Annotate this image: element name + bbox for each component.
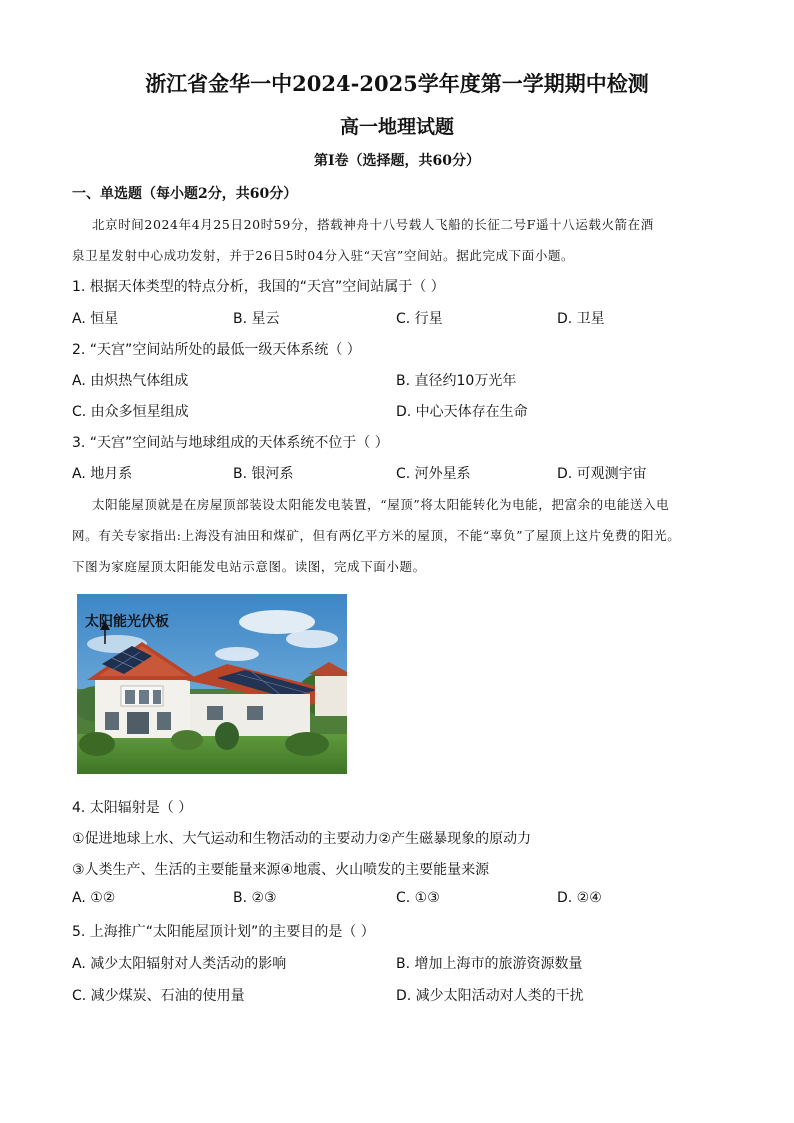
q5-option-d[interactable]: D. 减少太阳活动对人类的干扰 bbox=[396, 988, 584, 1004]
q5-option-b[interactable]: B. 增加上海市的旅游资源数量 bbox=[396, 956, 583, 972]
exam-subtitle: 高一地理试题 bbox=[339, 116, 454, 138]
q5-option-a[interactable]: A. 减少太阳辐射对人类活动的影响 bbox=[72, 956, 287, 972]
q4-option-b[interactable]: B. ②③ bbox=[233, 890, 277, 906]
q5-option-c[interactable]: C. 减少煤炭、石油的使用量 bbox=[72, 988, 245, 1004]
q3-option-a[interactable]: A. 地月系 bbox=[72, 466, 133, 482]
question-1-stem: 1. 根据天体类型的特点分析，我国的“天宫”空间站属于（ ） bbox=[72, 279, 445, 295]
q4-option-d[interactable]: D. ②④ bbox=[557, 890, 602, 906]
solar-house-photo bbox=[77, 594, 347, 774]
passage2-line3: 下图为家庭屋顶太阳能发电站示意图。读图，完成下面小题。 bbox=[72, 559, 426, 574]
question-5-stem: 5. 上海推广“太阳能屋顶计划”的主要目的是（ ） bbox=[72, 924, 375, 940]
passage1-line2: 泉卫星发射中心成功发射，并于26日5时04分入驻“天宫”空间站。据此完成下面小题。 bbox=[72, 248, 575, 263]
q2-option-c[interactable]: C. 由众多恒星组成 bbox=[72, 404, 189, 420]
q4-option-a[interactable]: A. ①② bbox=[72, 890, 116, 906]
exam-title: 浙江省金华一中2024-2025学年度第一学期期中检测 bbox=[145, 71, 649, 96]
question-4-stem: 4. 太阳辐射是（ ） bbox=[72, 800, 193, 816]
q3-option-d[interactable]: D. 可观测宇宙 bbox=[557, 466, 647, 482]
question-2-stem: 2. “天宫”空间站所处的最低一级天体系统（ ） bbox=[72, 342, 361, 358]
solar-panel-label: 太阳能光伏板 bbox=[85, 614, 169, 630]
q1-option-c[interactable]: C. 行星 bbox=[396, 311, 443, 327]
q2-option-a[interactable]: A. 由炽热气体组成 bbox=[72, 373, 189, 389]
section-heading: 一、单选题（每小题2分，共60分） bbox=[72, 186, 298, 202]
q4-statements-line2: ③人类生产、生活的主要能量来源④地震、火山喷发的主要能量来源 bbox=[72, 862, 490, 878]
part-heading: 第I卷（选择题，共60分） bbox=[313, 153, 481, 169]
q1-option-b[interactable]: B. 星云 bbox=[233, 311, 280, 327]
q4-option-c[interactable]: C. ①③ bbox=[396, 890, 440, 906]
passage1-line1: 北京时间2024年4月25日20时59分，搭载神舟十八号载人飞船的长征二号F遥十八运载火箭在酒 bbox=[92, 217, 654, 232]
q2-option-b[interactable]: B. 直径约10万光年 bbox=[396, 373, 517, 389]
q1-option-d[interactable]: D. 卫星 bbox=[557, 311, 605, 327]
q1-option-a[interactable]: A. 恒星 bbox=[72, 311, 119, 327]
passage2-line1: 太阳能屋顶就是在房屋顶部装设太阳能发电装置，“屋顶”将太阳能转化为电能，把富余的电能送入电 bbox=[92, 497, 670, 512]
passage2-line2: 网。有关专家指出:上海没有油田和煤矿，但有两亿平方米的屋顶，不能“辜负”了屋顶上这片免费的阳光。 bbox=[72, 528, 681, 543]
q4-statements-line1: ①促进地球上水、大气运动和生物活动的主要动力②产生磁暴现象的原动力 bbox=[72, 831, 532, 847]
question-3-stem: 3. “天宫”空间站与地球组成的天体系统不位于（ ） bbox=[72, 435, 389, 451]
q3-option-c[interactable]: C. 河外星系 bbox=[396, 466, 471, 482]
q2-option-d[interactable]: D. 中心天体存在生命 bbox=[396, 404, 528, 420]
q3-option-b[interactable]: B. 银河系 bbox=[233, 466, 294, 482]
